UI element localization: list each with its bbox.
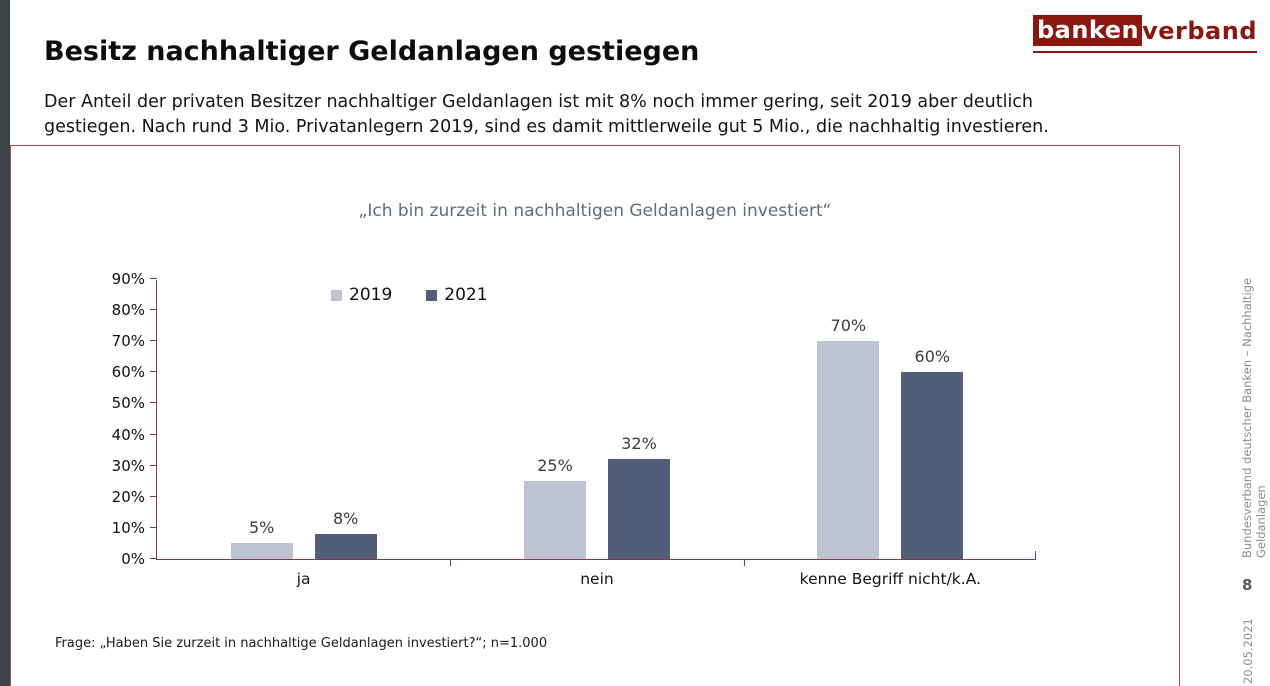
subtitle-line-2: gestiegen. Nach rund 3 Mio. Privatanlegern 2019, sind es damit mittlerweile gut 5 Mio., die nachhaltig investieren. bbox=[44, 117, 1049, 137]
y-axis-label: 90% bbox=[111, 270, 145, 288]
page-subtitle bbox=[44, 90, 1194, 140]
bar-2019-ja bbox=[231, 543, 293, 559]
sidebar-caption: Bundesverband deutscher Banken – Nachhaltige Geldanlagen bbox=[1240, 277, 1268, 558]
bar-value-label: 25% bbox=[537, 456, 573, 476]
bankenverband-logo bbox=[1033, 15, 1257, 53]
y-axis-tick bbox=[150, 278, 157, 279]
y-axis-label: 40% bbox=[111, 425, 145, 444]
sidebar-date: 20.05.2021 bbox=[1241, 618, 1255, 684]
y-axis-label: 60% bbox=[111, 363, 145, 382]
x-axis-tick bbox=[450, 559, 451, 566]
bar-value-label: 8% bbox=[332, 509, 359, 529]
x-axis-end-tick bbox=[1035, 551, 1036, 559]
y-axis-tick bbox=[150, 434, 157, 435]
survey-footnote: Frage: „Haben Sie zurzeit in nachhaltige Geldanlagen investiert?“; n=1.000 bbox=[55, 636, 548, 651]
legend-label: 2019 bbox=[349, 285, 393, 305]
left-edge-bar bbox=[0, 0, 10, 686]
chart-frame bbox=[10, 145, 1180, 686]
bar-2021-ja bbox=[315, 534, 377, 559]
bar-2021-kenne Begriff nicht/k.A. bbox=[901, 372, 963, 559]
y-axis-tick bbox=[150, 371, 157, 372]
y-axis-label: 10% bbox=[111, 518, 145, 537]
y-axis-tick bbox=[150, 558, 157, 559]
logo-underline bbox=[1033, 51, 1257, 53]
bar-2019-nein bbox=[524, 481, 586, 559]
bar-value-label: 70% bbox=[830, 316, 867, 336]
category-label: kenne Begriff nicht/k.A. bbox=[799, 570, 981, 588]
bar-value-label: 60% bbox=[914, 347, 951, 367]
sidebar-page-number: 8 bbox=[1242, 576, 1253, 594]
subtitle-line-1: Der Anteil der privaten Besitzer nachhaltiger Geldanlagen ist mit 8% noch immer gering, seit 2019 aber deutlich bbox=[44, 92, 1034, 112]
bar-value-label: 32% bbox=[621, 434, 657, 454]
bar-2021-nein bbox=[608, 459, 670, 559]
page-title: Besitz nachhaltiger Geldanlagen gestiegen bbox=[44, 36, 700, 67]
y-axis-tick bbox=[150, 496, 157, 497]
chart-title: „Ich bin zurzeit in nachhaltigen Geldanlagen investiert“ bbox=[358, 201, 832, 221]
legend-label: 2021 bbox=[444, 285, 488, 305]
bar-value-label: 5% bbox=[248, 518, 275, 538]
logo-banken: banken bbox=[1033, 15, 1142, 46]
y-axis-tick bbox=[150, 465, 157, 466]
y-axis-label: 70% bbox=[111, 332, 145, 351]
y-axis-label: 50% bbox=[111, 394, 145, 413]
category-label: nein bbox=[580, 570, 614, 588]
y-axis-label: 30% bbox=[111, 456, 145, 475]
y-axis-label: 20% bbox=[111, 487, 145, 506]
category-label: ja bbox=[296, 570, 311, 588]
logo-verband: verband bbox=[1142, 16, 1257, 45]
bar-chart-plot-area bbox=[111, 270, 1036, 588]
y-axis-label: 80% bbox=[111, 301, 145, 320]
y-axis-tick bbox=[150, 527, 157, 528]
y-axis-tick bbox=[150, 402, 157, 403]
x-axis-tick bbox=[744, 559, 745, 566]
y-axis-label: 0% bbox=[121, 550, 145, 568]
y-axis-tick bbox=[150, 340, 157, 341]
y-axis-tick bbox=[150, 309, 157, 310]
bar-2019-kenne Begriff nicht/k.A. bbox=[817, 341, 879, 559]
